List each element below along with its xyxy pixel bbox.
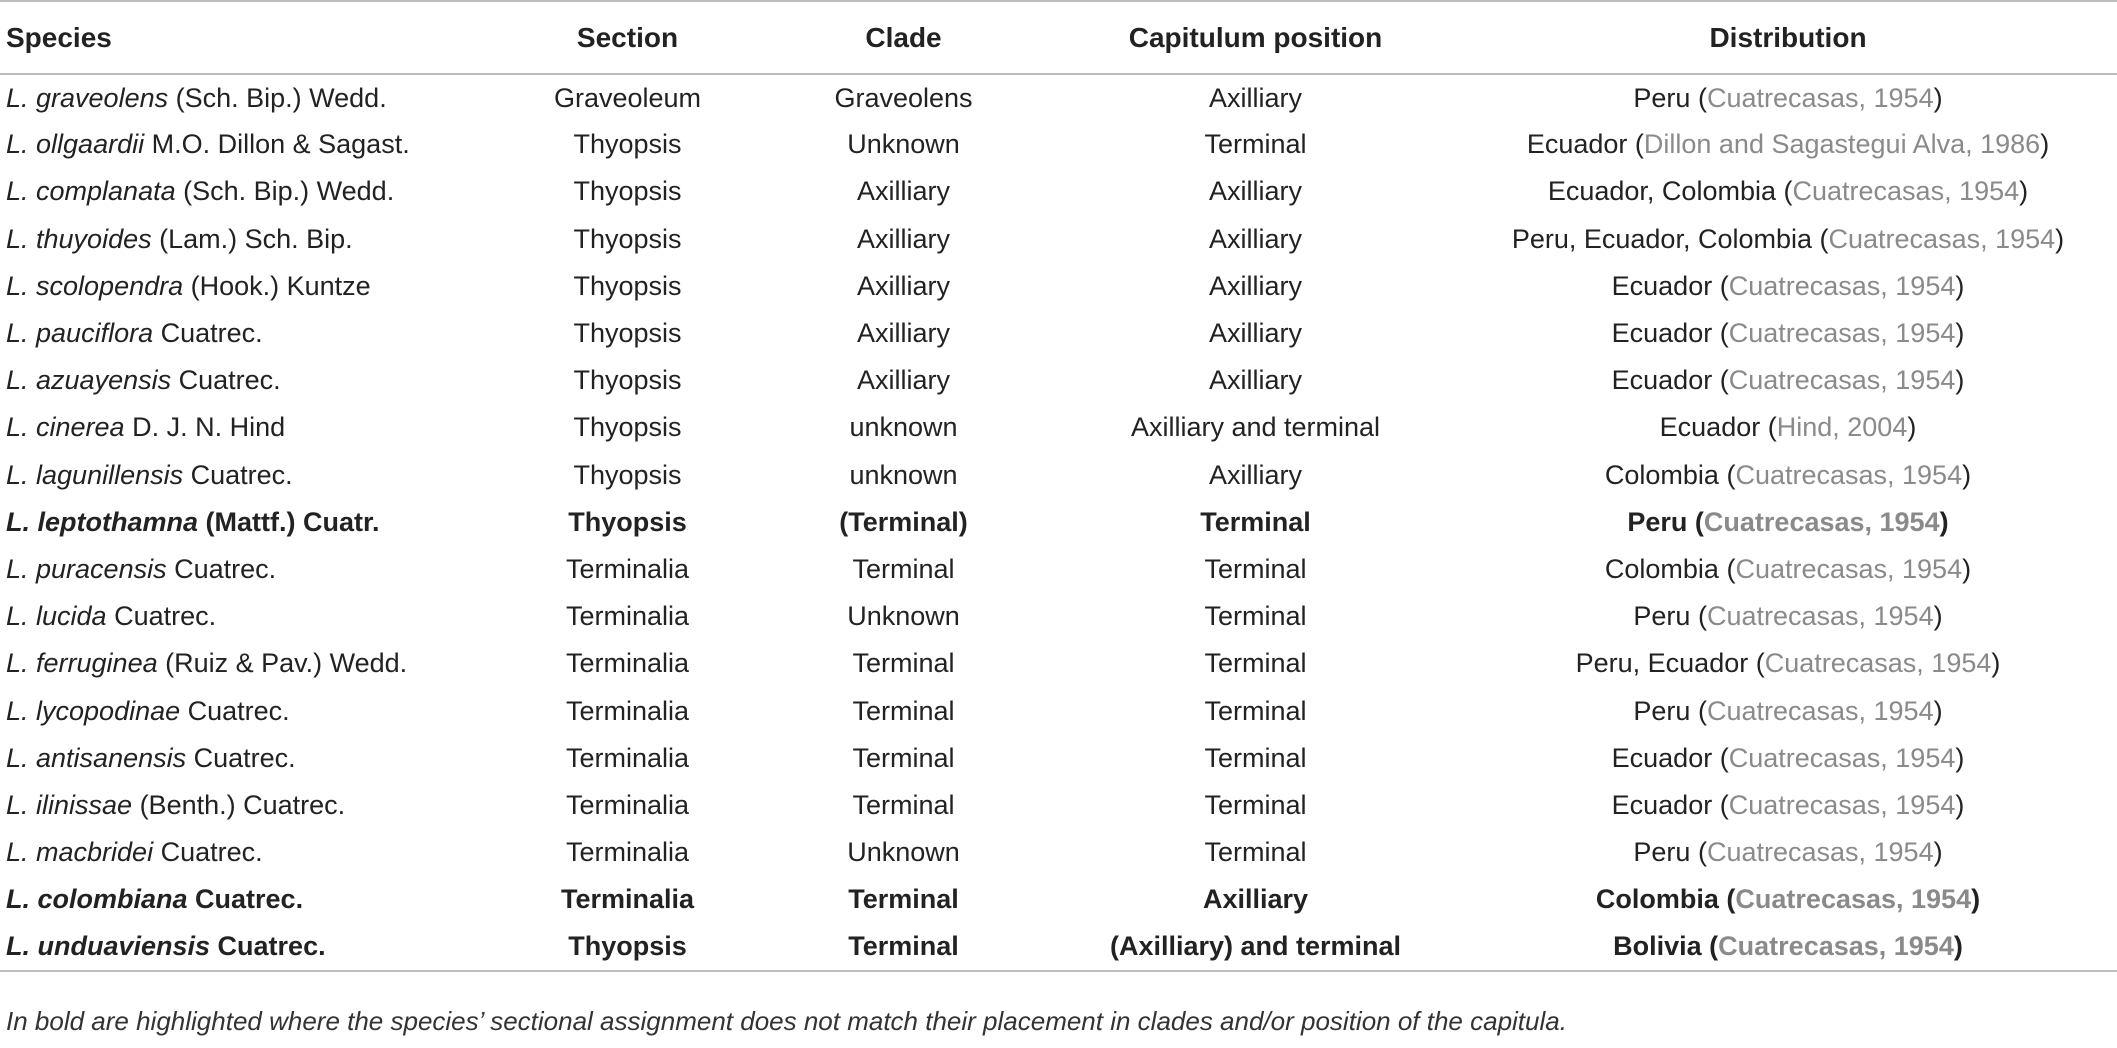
- distribution-reference[interactable]: Cuatrecasas, 1954: [1792, 176, 2020, 207]
- species-cell: [0, 216, 500, 263]
- clade-cell: (Terminal): [839, 506, 968, 537]
- species-cell: [0, 168, 500, 215]
- distribution-cell: Peru, Ecuador, Colombia (Cuatrecasas, 1954): [1511, 223, 2065, 254]
- capitulum-position-cell: Axilliary: [1208, 459, 1302, 490]
- capitulum-position-cell: Terminal: [1204, 648, 1307, 679]
- distribution-countries: Bolivia: [1613, 930, 1702, 961]
- species-cell: [0, 404, 500, 451]
- distribution-reference[interactable]: Cuatrecasas, 1954: [1706, 82, 1934, 113]
- distribution-reference[interactable]: Cuatrecasas, 1954: [1735, 553, 1963, 584]
- species-author: Cuatrec.: [210, 930, 326, 961]
- species-cell: [0, 829, 500, 876]
- species-author: (Ruiz & Pav.) Wedd.: [157, 648, 408, 679]
- table-row: [0, 168, 2117, 215]
- species-cell: [0, 121, 500, 168]
- distribution-cell: Colombia (Cuatrecasas, 1954): [1595, 884, 1981, 915]
- species-cell: [0, 923, 500, 970]
- capitulum-position-cell: Terminal: [1204, 789, 1307, 820]
- distribution-reference[interactable]: Cuatrecasas, 1954: [1706, 695, 1934, 726]
- clade-cell: Graveolens: [834, 82, 973, 113]
- section-cell: Thyopsis: [573, 412, 682, 443]
- capitulum-position-cell: Axilliary: [1208, 318, 1302, 349]
- species-name: L. lucida: [6, 601, 107, 632]
- table-row: [0, 923, 2117, 970]
- capitulum-position-cell: Axilliary: [1208, 223, 1302, 254]
- species-name: L. macbridei: [6, 837, 154, 868]
- clade-cell: Terminal: [755, 923, 1052, 970]
- capitulum-position-cell: Terminal: [1204, 837, 1307, 868]
- section-cell: Terminalia: [565, 695, 690, 726]
- species-cell: [0, 593, 500, 640]
- distribution-reference[interactable]: Cuatrecasas, 1954: [1703, 506, 1940, 537]
- species-cell: [0, 735, 500, 782]
- section-cell: Thyopsis: [573, 365, 682, 396]
- species-name: L. scolopendra: [6, 270, 184, 301]
- species-cell: [0, 74, 500, 121]
- species-author: (Lam.) Sch. Bip.: [151, 223, 353, 254]
- table-header: [0, 1, 2117, 74]
- species-author: (Sch. Bip.) Wedd.: [175, 176, 395, 207]
- species-name: L. ilinissae: [6, 789, 133, 820]
- species-name: L. lagunillensis: [6, 459, 184, 490]
- species-author: Cuatrec.: [180, 695, 290, 726]
- section-cell: Terminalia: [565, 789, 690, 820]
- species-cell: [0, 452, 500, 499]
- header-capitulum-position: Capitulum position: [1052, 1, 1459, 74]
- distribution-cell: Ecuador (Hind, 2004): [1659, 412, 1917, 443]
- table-row: [0, 310, 2117, 357]
- distribution-reference[interactable]: Cuatrecasas, 1954: [1764, 648, 1992, 679]
- table-row: [0, 452, 2117, 499]
- species-name: L. cinerea: [6, 412, 125, 443]
- species-cell: [0, 499, 500, 546]
- distribution-countries: Ecuador, Colombia: [1547, 176, 1776, 207]
- distribution-reference[interactable]: Hind, 2004: [1776, 412, 1908, 443]
- table-row: [0, 640, 2117, 687]
- species-author: (Hook.) Kuntze: [183, 270, 371, 301]
- table-row: [0, 499, 2117, 546]
- distribution-reference[interactable]: Cuatrecasas, 1954: [1728, 742, 1956, 773]
- species-name: L. graveolens: [6, 82, 169, 113]
- clade-cell: Unknown: [847, 601, 960, 632]
- distribution-cell: Ecuador (Cuatrecasas, 1954): [1611, 742, 1965, 773]
- distribution-cell: Peru (Cuatrecasas, 1954): [1633, 695, 1943, 726]
- table-row: [0, 216, 2117, 263]
- distribution-cell: Ecuador (Cuatrecasas, 1954): [1611, 270, 1965, 301]
- section-cell: Thyopsis: [573, 223, 682, 254]
- species-author: Cuatrec.: [171, 365, 281, 396]
- species-name: L. lycopodinae: [6, 695, 181, 726]
- species-author: (Benth.) Cuatrec.: [132, 789, 346, 820]
- table-row: [0, 357, 2117, 404]
- table-row: [0, 687, 2117, 734]
- header-row: [0, 1, 2117, 74]
- distribution-countries: Colombia: [1604, 459, 1719, 490]
- clade-cell: Axilliary: [856, 270, 950, 301]
- section-cell: Terminalia: [560, 884, 695, 915]
- capitulum-position-cell: Axilliary and terminal: [1130, 412, 1381, 443]
- species-author: Cuatrec.: [187, 884, 304, 915]
- table-row: [0, 829, 2117, 876]
- clade-cell: unknown: [849, 459, 958, 490]
- table-row: [0, 876, 2117, 923]
- distribution-cell: Peru (Cuatrecasas, 1954): [1633, 82, 1943, 113]
- clade-cell: Axilliary: [856, 365, 950, 396]
- section-cell: Thyopsis: [573, 270, 682, 301]
- capitulum-position-cell: Axilliary: [1208, 176, 1302, 207]
- species-author: M.O. Dillon & Sagast.: [144, 129, 410, 160]
- distribution-cell: Ecuador (Cuatrecasas, 1954): [1611, 365, 1965, 396]
- species-cell: [0, 546, 500, 593]
- species-author: (Sch. Bip.) Wedd.: [168, 82, 387, 113]
- header-section: Section: [500, 1, 755, 74]
- distribution-countries: Peru: [1633, 601, 1691, 632]
- clade-cell: Terminal: [852, 789, 955, 820]
- species-author: Cuatrec.: [186, 742, 296, 773]
- distribution-countries: Colombia: [1595, 884, 1719, 915]
- capitulum-position-cell: Terminal: [1204, 129, 1307, 160]
- species-author: Cuatrec.: [166, 553, 277, 584]
- species-name: L. complanata: [6, 176, 176, 207]
- clade-cell: Axilliary: [856, 176, 950, 207]
- clade-cell: Terminal: [852, 648, 955, 679]
- distribution-cell: Ecuador (Cuatrecasas, 1954): [1611, 789, 1965, 820]
- capitulum-position-cell: Terminal: [1204, 742, 1307, 773]
- section-cell: Thyopsis: [573, 318, 682, 349]
- distribution-reference[interactable]: Cuatrecasas, 1954: [1728, 270, 1956, 301]
- table-row: [0, 74, 2117, 121]
- distribution-cell: Peru (Cuatrecasas, 1954): [1627, 506, 1949, 537]
- species-author: Cuatrec.: [183, 459, 293, 490]
- distribution-cell: Peru, Ecuador (Cuatrecasas, 1954): [1575, 648, 2001, 679]
- species-name: L. ollgaardii: [6, 129, 145, 160]
- table-row: [0, 735, 2117, 782]
- section-cell: Thyopsis: [573, 176, 682, 207]
- capitulum-position-cell: Terminal: [1200, 506, 1311, 537]
- clade-cell: Terminal: [852, 553, 955, 584]
- species-author: Cuatrec.: [153, 837, 263, 868]
- clade-cell: Terminal: [852, 742, 955, 773]
- capitulum-position-cell: Axilliary: [1208, 365, 1302, 396]
- species-name: L. azuayensis: [6, 365, 172, 396]
- distribution-countries: Peru, Ecuador, Colombia: [1511, 223, 1813, 254]
- species-cell: [0, 263, 500, 310]
- species-name: L. antisanensis: [6, 742, 187, 773]
- header-distribution: Distribution: [1459, 1, 2117, 74]
- distribution-countries: Ecuador: [1611, 270, 1713, 301]
- capitulum-position-cell: Axilliary: [1202, 884, 1309, 915]
- distribution-countries: Ecuador: [1611, 789, 1713, 820]
- species-cell: [0, 876, 500, 923]
- distribution-countries: Peru: [1633, 695, 1691, 726]
- distribution-reference[interactable]: Cuatrecasas, 1954: [1728, 789, 1956, 820]
- section-cell: Terminalia: [565, 648, 690, 679]
- clade-cell: Unknown: [847, 129, 960, 160]
- section-cell: Terminalia: [565, 742, 690, 773]
- distribution-reference[interactable]: Dillon and Sagastegui Alva, 1986: [1643, 129, 2041, 160]
- distribution-countries: Peru: [1633, 837, 1691, 868]
- distribution-cell: Peru (Cuatrecasas, 1954): [1633, 837, 1943, 868]
- distribution-cell: Ecuador (Cuatrecasas, 1954): [1611, 318, 1965, 349]
- distribution-reference[interactable]: Cuatrecasas, 1954: [1728, 318, 1956, 349]
- species-cell: [0, 782, 500, 829]
- section-cell: Terminalia: [565, 553, 690, 584]
- clade-cell: Terminal: [852, 695, 955, 726]
- species-cell: [0, 687, 500, 734]
- distribution-reference[interactable]: Cuatrecasas, 1954: [1706, 601, 1934, 632]
- capitulum-position-cell: Terminal: [1204, 695, 1307, 726]
- distribution-reference[interactable]: Cuatrecasas, 1954: [1728, 365, 1956, 396]
- table-row: [0, 121, 2117, 168]
- species-author: D. J. N. Hind: [124, 412, 286, 443]
- species-author: Cuatrec.: [153, 318, 263, 349]
- species-cell: [0, 310, 500, 357]
- section-cell: Thyopsis: [573, 129, 682, 160]
- table-body: [0, 74, 2117, 971]
- distribution-reference[interactable]: Cuatrecasas, 1954: [1706, 837, 1934, 868]
- clade-cell: Axilliary: [856, 223, 950, 254]
- table-row: [0, 782, 2117, 829]
- species-name: L. ferruginea: [6, 648, 158, 679]
- species-name: L. puracensis: [6, 553, 167, 584]
- capitulum-position-cell: Axilliary: [1208, 270, 1302, 301]
- section-cell: Thyopsis: [568, 506, 687, 537]
- species-author: Cuatrec.: [106, 601, 217, 632]
- species-name: L. leptothamna: [6, 506, 199, 537]
- table-row: [0, 593, 2117, 640]
- distribution-reference[interactable]: Cuatrecasas, 1954: [1828, 223, 2056, 254]
- distribution-cell: Bolivia (Cuatrecasas, 1954): [1459, 923, 2117, 970]
- section-cell: Thyopsis: [573, 459, 682, 490]
- species-name: L. unduaviensis: [6, 930, 211, 961]
- section-cell: Graveoleum: [553, 82, 702, 113]
- distribution-countries: Ecuador: [1659, 412, 1761, 443]
- distribution-countries: Ecuador: [1526, 129, 1628, 160]
- capitulum-position-cell: Terminal: [1204, 601, 1307, 632]
- species-cell: [0, 357, 500, 404]
- distribution-countries: Colombia: [1604, 553, 1719, 584]
- header-species: Species: [0, 1, 500, 74]
- capitulum-position-cell: Axilliary: [1208, 82, 1302, 113]
- distribution-countries: Peru: [1633, 82, 1691, 113]
- table-row: [0, 546, 2117, 593]
- capitulum-position-cell: (Axilliary) and terminal: [1052, 923, 1459, 970]
- distribution-reference[interactable]: Cuatrecasas, 1954: [1718, 930, 1954, 961]
- header-clade: Clade: [755, 1, 1052, 74]
- species-author: (Mattf.) Cuatr.: [198, 506, 380, 537]
- distribution-countries: Peru: [1627, 506, 1688, 537]
- capitulum-position-cell: Terminal: [1204, 553, 1307, 584]
- species-name: L. colombiana: [6, 884, 188, 915]
- distribution-cell: Ecuador (Dillon and Sagastegui Alva, 1986): [1526, 129, 2050, 160]
- table-row: [0, 404, 2117, 451]
- distribution-countries: Ecuador: [1611, 365, 1713, 396]
- table-row: [0, 263, 2117, 310]
- distribution-cell: Peru (Cuatrecasas, 1954): [1633, 601, 1943, 632]
- distribution-reference[interactable]: Cuatrecasas, 1954: [1735, 884, 1972, 915]
- distribution-countries: Peru, Ecuador: [1575, 648, 1749, 679]
- clade-cell: Terminal: [848, 884, 959, 915]
- distribution-countries: Ecuador: [1611, 742, 1713, 773]
- distribution-reference[interactable]: Cuatrecasas, 1954: [1735, 459, 1963, 490]
- distribution-countries: Ecuador: [1611, 318, 1713, 349]
- section-cell: Thyopsis: [500, 923, 755, 970]
- clade-cell: Unknown: [847, 837, 960, 868]
- distribution-cell: Colombia (Cuatrecasas, 1954): [1604, 459, 1972, 490]
- section-cell: Terminalia: [565, 837, 690, 868]
- species-cell: [0, 640, 500, 687]
- species-name: L. pauciflora: [6, 318, 154, 349]
- section-cell: Terminalia: [565, 601, 690, 632]
- distribution-cell: Colombia (Cuatrecasas, 1954): [1604, 553, 1972, 584]
- clade-cell: unknown: [849, 412, 958, 443]
- table-footnote: In bold are highlighted where the species’ sectional assignment does not match their placement in clades and/or position of the capitula.: [6, 1006, 1567, 1036]
- distribution-cell: Ecuador, Colombia (Cuatrecasas, 1954): [1547, 176, 2029, 207]
- species-name: L. thuyoides: [6, 223, 152, 254]
- clade-cell: Axilliary: [856, 318, 950, 349]
